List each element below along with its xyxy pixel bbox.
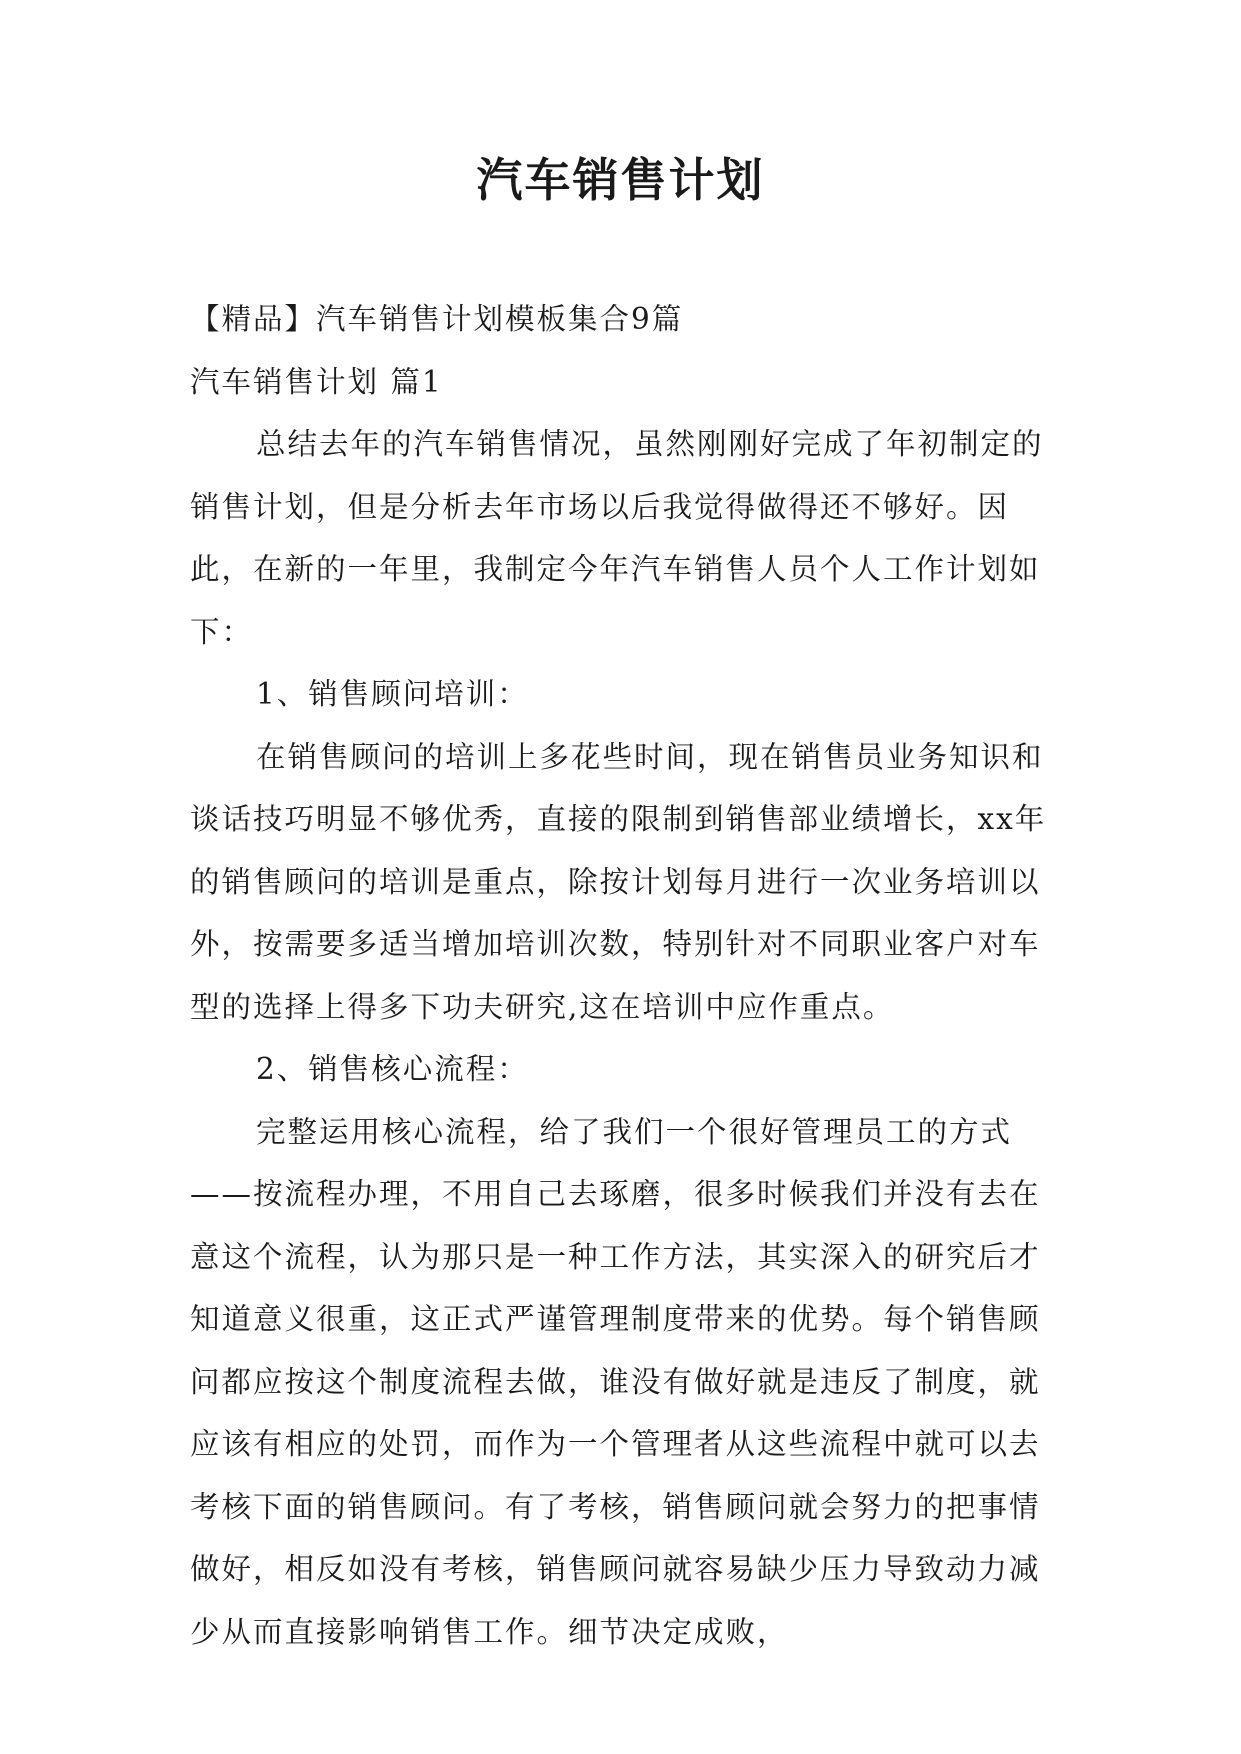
document-subtitle: 【精品】汽车销售计划模板集合9篇	[190, 302, 684, 336]
item-heading-process: 2、销售核心流程：	[256, 1052, 529, 1086]
paragraph-process: 完整运用核心流程，给了我们一个很好管理员工的方式——按流程办理，不用自己去琢磨，很多时候我们并没有去在意这个流程，认为那只是一种工作方法，其实深入的研究后才知道意义很重，这正式严谨管理制度带来的优势。每个销售顾问都应按这个制度流程去做，谁没有做好就是违反了制度，就应该有相应的处罚，而作为一个管理者从这些流程中就可以去考核下面的销售顾问。有了考核，销售顾问就会努力的把事情做好，相反如没有考核，销售顾问就容易缺少压力导致动力减少从而直接影响销售工作。细节决定成败，	[190, 1114, 1041, 1649]
paragraph-training: 在销售顾问的培训上多花些时间，现在销售员业务知识和谈话技巧明显不够优秀，直接的限制到销售部业绩增长，xx年的销售顾问的培训是重点，除按计划每月进行一次业务培训以外，按需要多适当增加培训次数，特别针对不同职业客户对车型的选择上得多下功夫研究,这在培训中应作重点。	[190, 739, 1047, 1024]
paragraph-intro: 总结去年的汽车销售情况，虽然刚刚好完成了年初制定的销售计划，但是分析去年市场以后我觉得做得还不够好。因此，在新的一年里，我制定今年汽车销售人员个人工作计划如下：	[190, 427, 1044, 649]
document-title: 汽车销售计划	[476, 153, 765, 207]
item-heading-training: 1、销售顾问培训：	[256, 677, 529, 711]
section-heading: 汽车销售计划 篇1	[190, 364, 443, 399]
document-body	[190, 288, 1052, 1663]
